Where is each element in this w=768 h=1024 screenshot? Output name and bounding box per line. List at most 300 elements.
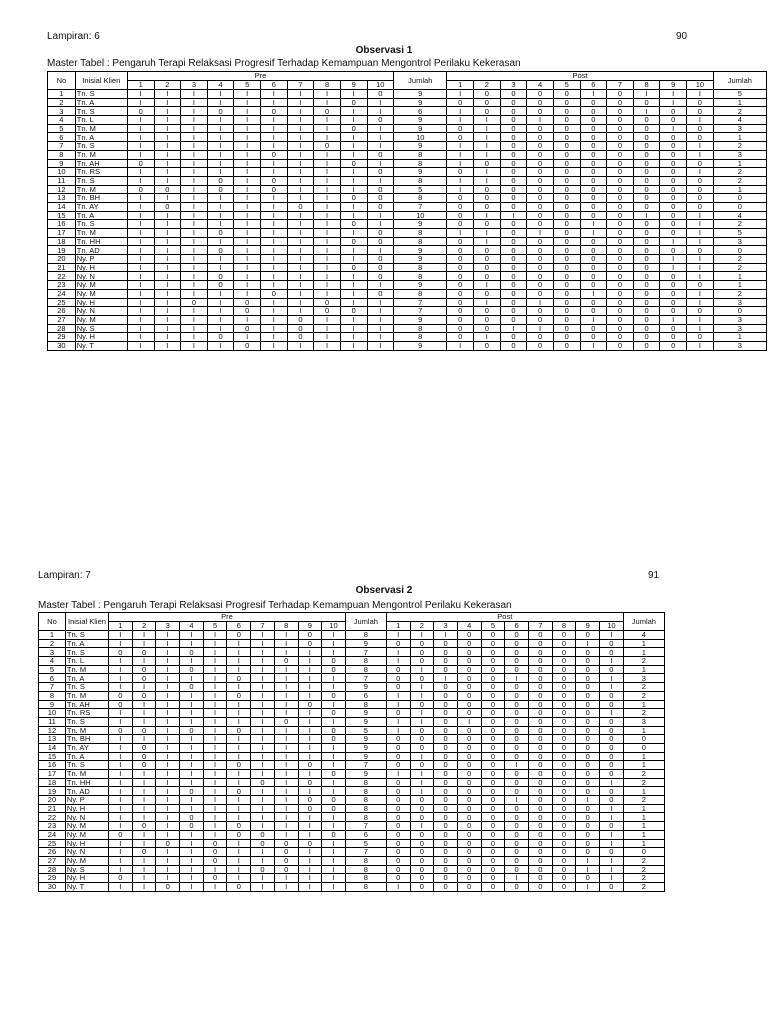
score-cell: I <box>156 717 180 726</box>
jumlah-value: 9 <box>345 743 386 752</box>
score-cell: 0 <box>274 848 298 857</box>
jumlah-value: 9 <box>394 98 447 107</box>
row-number: 14 <box>48 202 76 211</box>
score-cell: I <box>181 142 208 151</box>
score-cell: I <box>127 168 154 177</box>
score-cell: 0 <box>434 743 458 752</box>
score-cell: 0 <box>340 263 367 272</box>
score-cell: 0 <box>505 752 529 761</box>
score-cell: 0 <box>500 168 527 177</box>
score-cell: 0 <box>505 804 529 813</box>
score-cell: I <box>251 874 275 883</box>
row-number: 16 <box>39 761 66 770</box>
score-cell: 0 <box>633 315 660 324</box>
score-cell: 0 <box>447 298 474 307</box>
score-cell: 0 <box>434 709 458 718</box>
jumlah-value: 4 <box>713 116 766 125</box>
score-cell: 0 <box>553 341 580 350</box>
score-cell: 0 <box>481 822 505 831</box>
jumlah-value: 1 <box>713 272 766 281</box>
score-cell: 0 <box>600 796 624 805</box>
score-cell: I <box>156 648 180 657</box>
score-cell: I <box>580 315 607 324</box>
jumlah-value: 4 <box>623 631 664 640</box>
score-cell: 0 <box>474 289 501 298</box>
score-cell: 0 <box>528 743 552 752</box>
score-cell: I <box>340 116 367 125</box>
client-initial: Tn. S <box>65 648 108 657</box>
score-cell: 0 <box>576 813 600 822</box>
score-cell: 0 <box>481 657 505 666</box>
table-row <box>48 150 767 159</box>
score-cell: 0 <box>298 700 322 709</box>
score-cell: I <box>181 263 208 272</box>
table-row <box>48 194 767 203</box>
score-cell: I <box>322 874 346 883</box>
jumlah-value: 1 <box>623 665 664 674</box>
score-cell: 0 <box>340 98 367 107</box>
score-cell: 0 <box>261 289 288 298</box>
score-cell: 0 <box>600 700 624 709</box>
row-number: 8 <box>48 150 76 159</box>
score-cell: 0 <box>552 856 576 865</box>
score-cell: 0 <box>607 220 634 229</box>
score-cell: I <box>251 796 275 805</box>
score-cell: 0 <box>607 159 634 168</box>
score-cell: I <box>410 683 434 692</box>
score-cell: I <box>156 796 180 805</box>
jumlah-value: 9 <box>394 168 447 177</box>
jumlah-value: 8 <box>394 333 447 342</box>
score-cell: I <box>261 202 288 211</box>
score-cell: I <box>687 263 714 272</box>
score-cell: I <box>132 839 156 848</box>
score-cell: 0 <box>580 263 607 272</box>
score-cell: I <box>287 185 314 194</box>
score-cell: I <box>314 202 341 211</box>
score-cell: 0 <box>527 315 554 324</box>
score-cell: I <box>234 333 261 342</box>
score-cell: 0 <box>447 133 474 142</box>
score-cell: I <box>181 237 208 246</box>
score-cell: I <box>287 307 314 316</box>
score-cell: I <box>274 674 298 683</box>
score-cell: 0 <box>552 839 576 848</box>
score-cell: 0 <box>367 168 394 177</box>
score-cell: 0 <box>660 168 687 177</box>
score-cell: I <box>251 657 275 666</box>
jumlah-value: 8 <box>394 229 447 238</box>
score-cell: 0 <box>553 237 580 246</box>
jumlah-value: 2 <box>623 691 664 700</box>
jumlah-value: 2 <box>623 856 664 865</box>
score-cell: I <box>154 176 181 185</box>
score-cell: 0 <box>633 255 660 264</box>
score-cell: 0 <box>607 202 634 211</box>
page-observasi-1 <box>0 0 768 440</box>
jumlah-value: 8 <box>394 289 447 298</box>
score-cell: I <box>234 176 261 185</box>
score-cell: I <box>154 272 181 281</box>
score-cell: 0 <box>633 333 660 342</box>
score-cell: I <box>154 168 181 177</box>
score-cell: 0 <box>322 726 346 735</box>
client-initial: Ny. P <box>65 796 108 805</box>
client-initial: Tn. M <box>75 229 127 238</box>
score-cell: 0 <box>528 761 552 770</box>
score-cell: I <box>234 116 261 125</box>
score-cell: I <box>180 761 204 770</box>
score-cell: I <box>687 90 714 99</box>
score-cell: 0 <box>132 822 156 831</box>
score-cell: I <box>527 229 554 238</box>
score-cell: 0 <box>553 315 580 324</box>
score-cell: 0 <box>505 726 529 735</box>
row-number: 10 <box>39 709 66 718</box>
score-cell: I <box>203 639 227 648</box>
score-cell: I <box>109 709 133 718</box>
score-cell: I <box>600 709 624 718</box>
score-cell: I <box>261 333 288 342</box>
score-cell: I <box>322 787 346 796</box>
score-cell: I <box>154 116 181 125</box>
score-cell: 0 <box>600 726 624 735</box>
score-cell: 0 <box>660 298 687 307</box>
client-initial: Ny. H <box>65 804 108 813</box>
table-row <box>48 185 767 194</box>
score-cell: 0 <box>528 726 552 735</box>
score-cell: I <box>227 717 251 726</box>
jumlah-value: 3 <box>713 324 766 333</box>
score-cell: I <box>322 683 346 692</box>
score-cell: 0 <box>553 90 580 99</box>
row-number: 9 <box>48 159 76 168</box>
score-cell: I <box>227 752 251 761</box>
jumlah-value: 2 <box>623 796 664 805</box>
score-cell: I <box>181 281 208 290</box>
score-cell: I <box>261 133 288 142</box>
score-cell: I <box>154 211 181 220</box>
score-cell: I <box>203 691 227 700</box>
score-cell: I <box>132 830 156 839</box>
score-cell: I <box>234 220 261 229</box>
score-cell: I <box>207 289 234 298</box>
score-cell: 0 <box>261 150 288 159</box>
jumlah-value: 2 <box>713 263 766 272</box>
score-cell: 0 <box>687 176 714 185</box>
score-cell: 0 <box>367 185 394 194</box>
score-cell: I <box>154 159 181 168</box>
score-cell: I <box>203 657 227 666</box>
score-cell: I <box>207 263 234 272</box>
score-cell: I <box>203 865 227 874</box>
score-cell: I <box>132 631 156 640</box>
jumlah-value: 8 <box>345 856 386 865</box>
score-cell: I <box>340 176 367 185</box>
score-cell: I <box>207 341 234 350</box>
score-cell: 0 <box>386 761 410 770</box>
score-cell: 0 <box>481 674 505 683</box>
score-cell: 0 <box>410 657 434 666</box>
score-cell: 0 <box>580 159 607 168</box>
jumlah-value: 5 <box>713 90 766 99</box>
score-cell: I <box>367 298 394 307</box>
score-cell: I <box>181 333 208 342</box>
header-item-9: 9 <box>660 81 687 90</box>
score-cell: 0 <box>481 709 505 718</box>
score-cell: I <box>580 90 607 99</box>
score-cell: 0 <box>474 194 501 203</box>
row-number: 25 <box>39 839 66 848</box>
score-cell: 0 <box>633 98 660 107</box>
client-initial: Ny. N <box>75 307 127 316</box>
score-cell: I <box>687 229 714 238</box>
score-cell: 0 <box>553 255 580 264</box>
score-cell: 0 <box>132 648 156 657</box>
score-cell: I <box>234 133 261 142</box>
score-cell: 0 <box>660 159 687 168</box>
score-cell: I <box>261 194 288 203</box>
score-cell: I <box>322 822 346 831</box>
score-cell: 0 <box>109 691 133 700</box>
row-number: 6 <box>39 674 66 683</box>
client-initial: Tn. S <box>75 107 127 116</box>
score-cell: I <box>109 778 133 787</box>
score-cell: I <box>386 657 410 666</box>
score-cell: 0 <box>580 307 607 316</box>
client-initial: Tn. M <box>65 726 108 735</box>
score-cell: 0 <box>552 874 576 883</box>
score-cell: I <box>447 159 474 168</box>
client-initial: Ny. H <box>75 333 127 342</box>
score-cell: I <box>251 822 275 831</box>
score-cell: 0 <box>234 341 261 350</box>
score-cell: I <box>181 116 208 125</box>
score-cell: I <box>410 787 434 796</box>
jumlah-value: 2 <box>623 683 664 692</box>
score-cell: 0 <box>132 691 156 700</box>
client-initial: Tn. A <box>65 674 108 683</box>
score-cell: 0 <box>474 246 501 255</box>
score-cell: I <box>580 341 607 350</box>
table-row <box>39 882 665 891</box>
score-cell: I <box>633 107 660 116</box>
header-item-4: 4 <box>180 622 204 631</box>
header-item-10: 10 <box>322 622 346 631</box>
score-cell: I <box>156 830 180 839</box>
score-cell: I <box>132 787 156 796</box>
score-cell: 0 <box>528 665 552 674</box>
score-cell: I <box>207 298 234 307</box>
score-cell: I <box>132 709 156 718</box>
client-initial: Tn. M <box>75 150 127 159</box>
score-cell: I <box>109 804 133 813</box>
score-cell: I <box>274 752 298 761</box>
jumlah-value: 5 <box>345 839 386 848</box>
score-cell: 0 <box>500 124 527 133</box>
score-cell: I <box>234 168 261 177</box>
score-cell: I <box>314 176 341 185</box>
score-cell: I <box>261 255 288 264</box>
header-item-6: 6 <box>580 81 607 90</box>
score-cell: I <box>298 770 322 779</box>
score-cell: I <box>156 848 180 857</box>
score-cell: 0 <box>500 176 527 185</box>
score-cell: 0 <box>500 116 527 125</box>
score-cell: I <box>447 185 474 194</box>
score-cell: I <box>576 856 600 865</box>
score-cell: 0 <box>203 856 227 865</box>
row-number: 22 <box>48 272 76 281</box>
score-cell: I <box>251 761 275 770</box>
score-cell: I <box>274 665 298 674</box>
score-cell: I <box>251 813 275 822</box>
score-cell: 0 <box>607 298 634 307</box>
score-cell: I <box>600 865 624 874</box>
score-cell: I <box>367 176 394 185</box>
score-cell: 0 <box>207 176 234 185</box>
score-cell: 0 <box>132 752 156 761</box>
score-cell: I <box>180 752 204 761</box>
score-cell: 0 <box>528 657 552 666</box>
table-row <box>48 116 767 125</box>
client-initial: Tn. L <box>75 116 127 125</box>
score-cell: I <box>340 185 367 194</box>
score-cell: 0 <box>633 150 660 159</box>
score-cell: I <box>367 307 394 316</box>
jumlah-value: 8 <box>394 237 447 246</box>
score-cell: I <box>203 752 227 761</box>
score-cell: I <box>109 674 133 683</box>
jumlah-value: 9 <box>345 717 386 726</box>
page-observasi-2 <box>0 560 768 1000</box>
score-cell: 0 <box>447 168 474 177</box>
client-initial: Ny. P <box>75 255 127 264</box>
score-cell: I <box>207 116 234 125</box>
score-cell: 0 <box>434 787 458 796</box>
score-cell: 0 <box>528 839 552 848</box>
score-cell: I <box>287 246 314 255</box>
score-cell: I <box>203 796 227 805</box>
client-initial: Tn. AH <box>65 700 108 709</box>
score-cell: 0 <box>600 735 624 744</box>
score-cell: I <box>207 194 234 203</box>
score-cell: I <box>154 142 181 151</box>
score-cell: 0 <box>481 648 505 657</box>
score-cell: 0 <box>528 735 552 744</box>
score-cell: 0 <box>340 159 367 168</box>
score-cell: 0 <box>474 98 501 107</box>
score-cell: 0 <box>481 665 505 674</box>
score-cell: 0 <box>410 804 434 813</box>
score-cell: 0 <box>527 90 554 99</box>
score-cell: 0 <box>505 822 529 831</box>
score-cell: 0 <box>576 761 600 770</box>
score-cell: 0 <box>527 246 554 255</box>
score-cell: 0 <box>527 142 554 151</box>
score-cell: 0 <box>500 315 527 324</box>
header-item-2: 2 <box>474 81 501 90</box>
score-cell: I <box>109 735 133 744</box>
client-initial: Ny. N <box>75 272 127 281</box>
score-cell: 0 <box>481 752 505 761</box>
score-cell: 0 <box>553 220 580 229</box>
score-cell: 0 <box>500 298 527 307</box>
score-cell: 0 <box>447 202 474 211</box>
score-cell: 0 <box>434 813 458 822</box>
table-row <box>48 98 767 107</box>
score-cell: 0 <box>132 665 156 674</box>
score-cell: I <box>156 700 180 709</box>
table-row <box>48 263 767 272</box>
table-row <box>39 752 665 761</box>
score-cell: 0 <box>434 804 458 813</box>
score-cell: I <box>207 142 234 151</box>
score-cell: 0 <box>528 639 552 648</box>
score-cell: I <box>410 665 434 674</box>
score-cell: 0 <box>660 229 687 238</box>
score-cell: 0 <box>367 255 394 264</box>
table-row <box>39 778 665 787</box>
score-cell: I <box>505 874 529 883</box>
row-number: 25 <box>48 298 76 307</box>
score-cell: 0 <box>457 848 481 857</box>
score-cell: I <box>298 691 322 700</box>
score-cell: I <box>203 726 227 735</box>
header-item-1: 1 <box>386 622 410 631</box>
score-cell: 0 <box>410 856 434 865</box>
score-cell: I <box>109 813 133 822</box>
score-cell: I <box>234 142 261 151</box>
score-cell: I <box>322 865 346 874</box>
row-number: 29 <box>39 874 66 883</box>
jumlah-value: 8 <box>345 882 386 891</box>
client-initial: Ny. S <box>65 865 108 874</box>
score-cell: I <box>207 124 234 133</box>
score-cell: 0 <box>528 848 552 857</box>
score-cell: I <box>227 813 251 822</box>
score-cell: 0 <box>576 700 600 709</box>
score-cell: I <box>251 787 275 796</box>
score-cell: 0 <box>553 263 580 272</box>
score-cell: I <box>410 709 434 718</box>
score-cell: 0 <box>660 194 687 203</box>
score-cell: 0 <box>633 289 660 298</box>
jumlah-value: 8 <box>345 778 386 787</box>
score-cell: I <box>261 98 288 107</box>
score-cell: 0 <box>576 770 600 779</box>
score-cell: 0 <box>434 700 458 709</box>
score-cell: 0 <box>552 657 576 666</box>
jumlah-value: 9 <box>394 281 447 290</box>
score-cell: I <box>203 674 227 683</box>
score-cell: 0 <box>633 133 660 142</box>
score-cell: I <box>274 761 298 770</box>
score-cell: I <box>180 735 204 744</box>
score-cell: I <box>127 272 154 281</box>
score-cell: I <box>154 237 181 246</box>
score-cell: I <box>132 882 156 891</box>
score-cell: I <box>234 150 261 159</box>
master-table-1 <box>47 71 767 351</box>
score-cell: 0 <box>457 882 481 891</box>
score-cell: 0 <box>481 882 505 891</box>
score-cell: I <box>314 333 341 342</box>
page-number: 90 <box>676 31 688 42</box>
score-cell: 0 <box>607 272 634 281</box>
score-cell: 0 <box>457 770 481 779</box>
score-cell: 0 <box>607 341 634 350</box>
